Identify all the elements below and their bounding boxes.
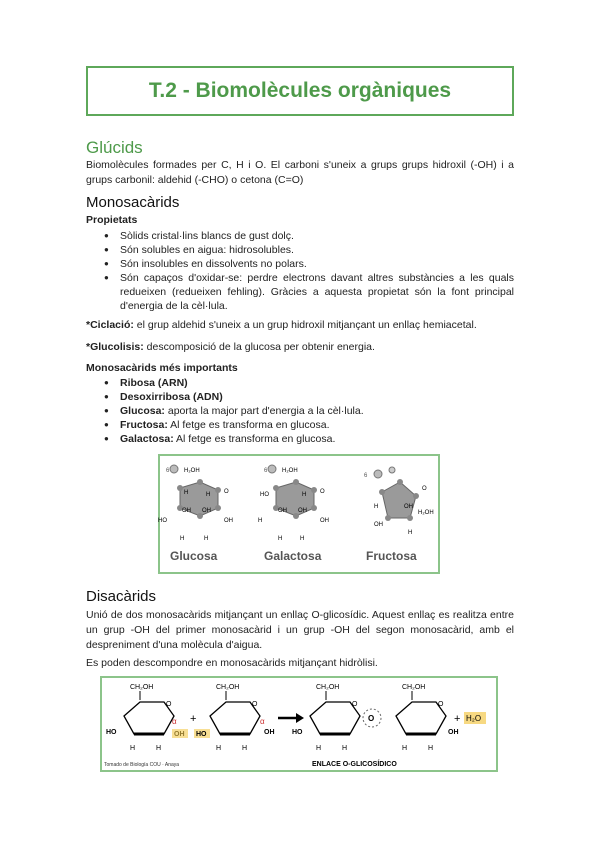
svg-text:HO: HO: [158, 518, 167, 524]
disacarids-p2: Es poden descompondre en monosacàrids mitjançant hidròlisi.: [86, 657, 378, 669]
svg-text:OH: OH: [224, 518, 233, 524]
glucolisis-text: descomposició de la glucosa per obtenir energia.: [143, 341, 375, 353]
svg-text:6: 6: [364, 473, 368, 479]
glucolisis-paragraph: [86, 340, 514, 355]
svg-text:CH₂OH: CH₂OH: [130, 684, 154, 691]
svg-text:H: H: [342, 745, 348, 752]
water-label: H₂O: [466, 714, 482, 723]
monosaccharide-ring-1: [106, 684, 188, 752]
propietats-list: [86, 229, 514, 313]
list-item: ● Ribosa (ARN): [120, 376, 514, 390]
svg-text:OH: OH: [264, 729, 275, 736]
svg-text:OH: OH: [278, 508, 287, 514]
svg-text:H₂OH: H₂OH: [282, 468, 298, 474]
galactosa-label: Galactosa: [264, 549, 322, 563]
fructosa-label: Fructosa: [366, 549, 417, 563]
svg-text:H: H: [302, 492, 307, 498]
importants-label: Monosacàrids més importants: [86, 362, 238, 374]
bond-label: ENLACE O-GLICOSÍDICO: [312, 761, 397, 768]
list-item: ● Fructosa: Al fetge es transforma en glucosa.: [120, 418, 514, 432]
monosaccharide-ring-2: [194, 684, 275, 752]
svg-text:H: H: [206, 492, 211, 498]
importants-list: [86, 376, 514, 446]
svg-text:OH: OH: [374, 522, 383, 528]
monosaccharides-diagram: [160, 456, 438, 572]
plus-sign-2: +: [454, 713, 461, 725]
svg-text:CH₂OH: CH₂OH: [216, 684, 240, 691]
svg-text:H: H: [216, 745, 222, 752]
svg-text:CH₂OH: CH₂OH: [402, 684, 426, 691]
glucosa-ring: [158, 465, 233, 563]
disaccharide-ring-2: [396, 684, 459, 752]
galactosa-ring: [258, 465, 329, 563]
svg-text:H: H: [180, 536, 185, 542]
heading-disacarids: Disacàrids: [86, 588, 157, 605]
svg-text:6: 6: [264, 468, 268, 474]
svg-text:H₂OH: H₂OH: [184, 468, 200, 474]
svg-text:H: H: [156, 745, 162, 752]
svg-text:OH: OH: [182, 508, 191, 514]
svg-text:H: H: [184, 490, 189, 496]
svg-text:HO: HO: [260, 492, 269, 498]
ciclacio-text: el grup aldehid s'uneix a un grup hidroxil mitjançant un enllaç hemiacetal.: [133, 319, 477, 331]
list-item: ● Glucosa: aporta la major part d'energia a la cèl·lula.: [120, 404, 514, 418]
svg-text:H: H: [374, 504, 379, 510]
svg-text:H: H: [428, 745, 434, 752]
plus-sign-1: +: [190, 713, 197, 725]
svg-text:OH: OH: [320, 518, 329, 524]
svg-text:O: O: [352, 701, 358, 708]
list-item: ● Són capaços d'oxidar-se: perdre electrons davant altres substàncies a les quals redueixen (redueixen fehling). Gràcies a aquesta propietat són la font principal d'energia de la cèl·lula.: [120, 271, 514, 313]
svg-text:OH: OH: [404, 504, 413, 510]
svg-text:OH: OH: [298, 508, 307, 514]
title-box: [86, 66, 514, 116]
svg-text:H: H: [204, 536, 209, 542]
list-item: ● Són insolubles en dissolvents no polars.: [120, 257, 514, 271]
svg-text:HO: HO: [292, 729, 303, 736]
list-item: ● Desoxirribosa (ADN): [120, 390, 514, 404]
svg-text:CH₂OH: CH₂OH: [316, 684, 340, 691]
glycosidic-bond-diagram: [102, 678, 496, 770]
monosaccharides-figure: [158, 454, 440, 574]
svg-text:H: H: [258, 518, 263, 524]
svg-text:O: O: [166, 701, 172, 708]
list-item: ● Són solubles en aigua: hidrosolubles.: [120, 243, 514, 257]
ciclacio-label: *Ciclació:: [86, 319, 134, 331]
svg-text:OH: OH: [448, 729, 459, 736]
svg-text:HO: HO: [106, 729, 117, 736]
heading-glucids: Glúcids: [86, 138, 143, 157]
page-title: T.2 - Biomolècules orgàniques: [148, 79, 452, 102]
svg-text:H: H: [300, 536, 305, 542]
disacarids-p1: Unió de dos monosacàrids mitjançant un enllaç O-glicosídic. Aquest enllaç es realitza entre un grup -OH del primer monosacàrid i un grup -OH del segon monosacàrid, amb el despreniment d'una molècula d'aigua.: [86, 609, 514, 651]
svg-text:H: H: [402, 745, 408, 752]
svg-text:H: H: [408, 530, 413, 536]
svg-text:O: O: [422, 486, 427, 492]
svg-text:H: H: [278, 536, 283, 542]
svg-text:O: O: [320, 489, 325, 495]
glucolisis-label: *Glucolisis:: [86, 341, 144, 353]
svg-text:H: H: [242, 745, 248, 752]
svg-text:O: O: [224, 489, 229, 495]
ciclacio-paragraph: [86, 318, 514, 333]
svg-text:α: α: [172, 717, 177, 726]
svg-text:6: 6: [166, 468, 170, 474]
svg-text:α: α: [260, 717, 265, 726]
glucosa-label: Glucosa: [170, 549, 218, 563]
svg-text:O: O: [438, 701, 444, 708]
list-item: ● Sòlids cristal·lins blancs de gust dolç.: [120, 229, 514, 243]
svg-text:H: H: [316, 745, 322, 752]
list-item: ● Galactosa: Al fetge es transforma en glucosa.: [120, 432, 514, 446]
svg-text:H₂OH: H₂OH: [418, 510, 434, 516]
figure-credit: Tomado de Biología COU · Anaya: [104, 762, 180, 768]
glycosidic-oxygen: O: [368, 714, 375, 723]
svg-text:HO: HO: [196, 731, 207, 738]
heading-monosacarids: Monosacàrids: [86, 194, 180, 211]
propietats-label: Propietats: [86, 214, 138, 226]
fructosa-ring: [364, 467, 434, 563]
svg-text:H: H: [130, 745, 136, 752]
glucids-intro: Biomolècules formades per C, H i O. El carboni s'uneix a grups grups hidroxil (-OH) i a grups carbonil: aldehid (-CHO) o cetona (C=O): [86, 159, 514, 186]
glycosidic-bond-figure: [100, 676, 498, 772]
svg-text:O: O: [252, 701, 258, 708]
svg-text:OH: OH: [202, 508, 211, 514]
